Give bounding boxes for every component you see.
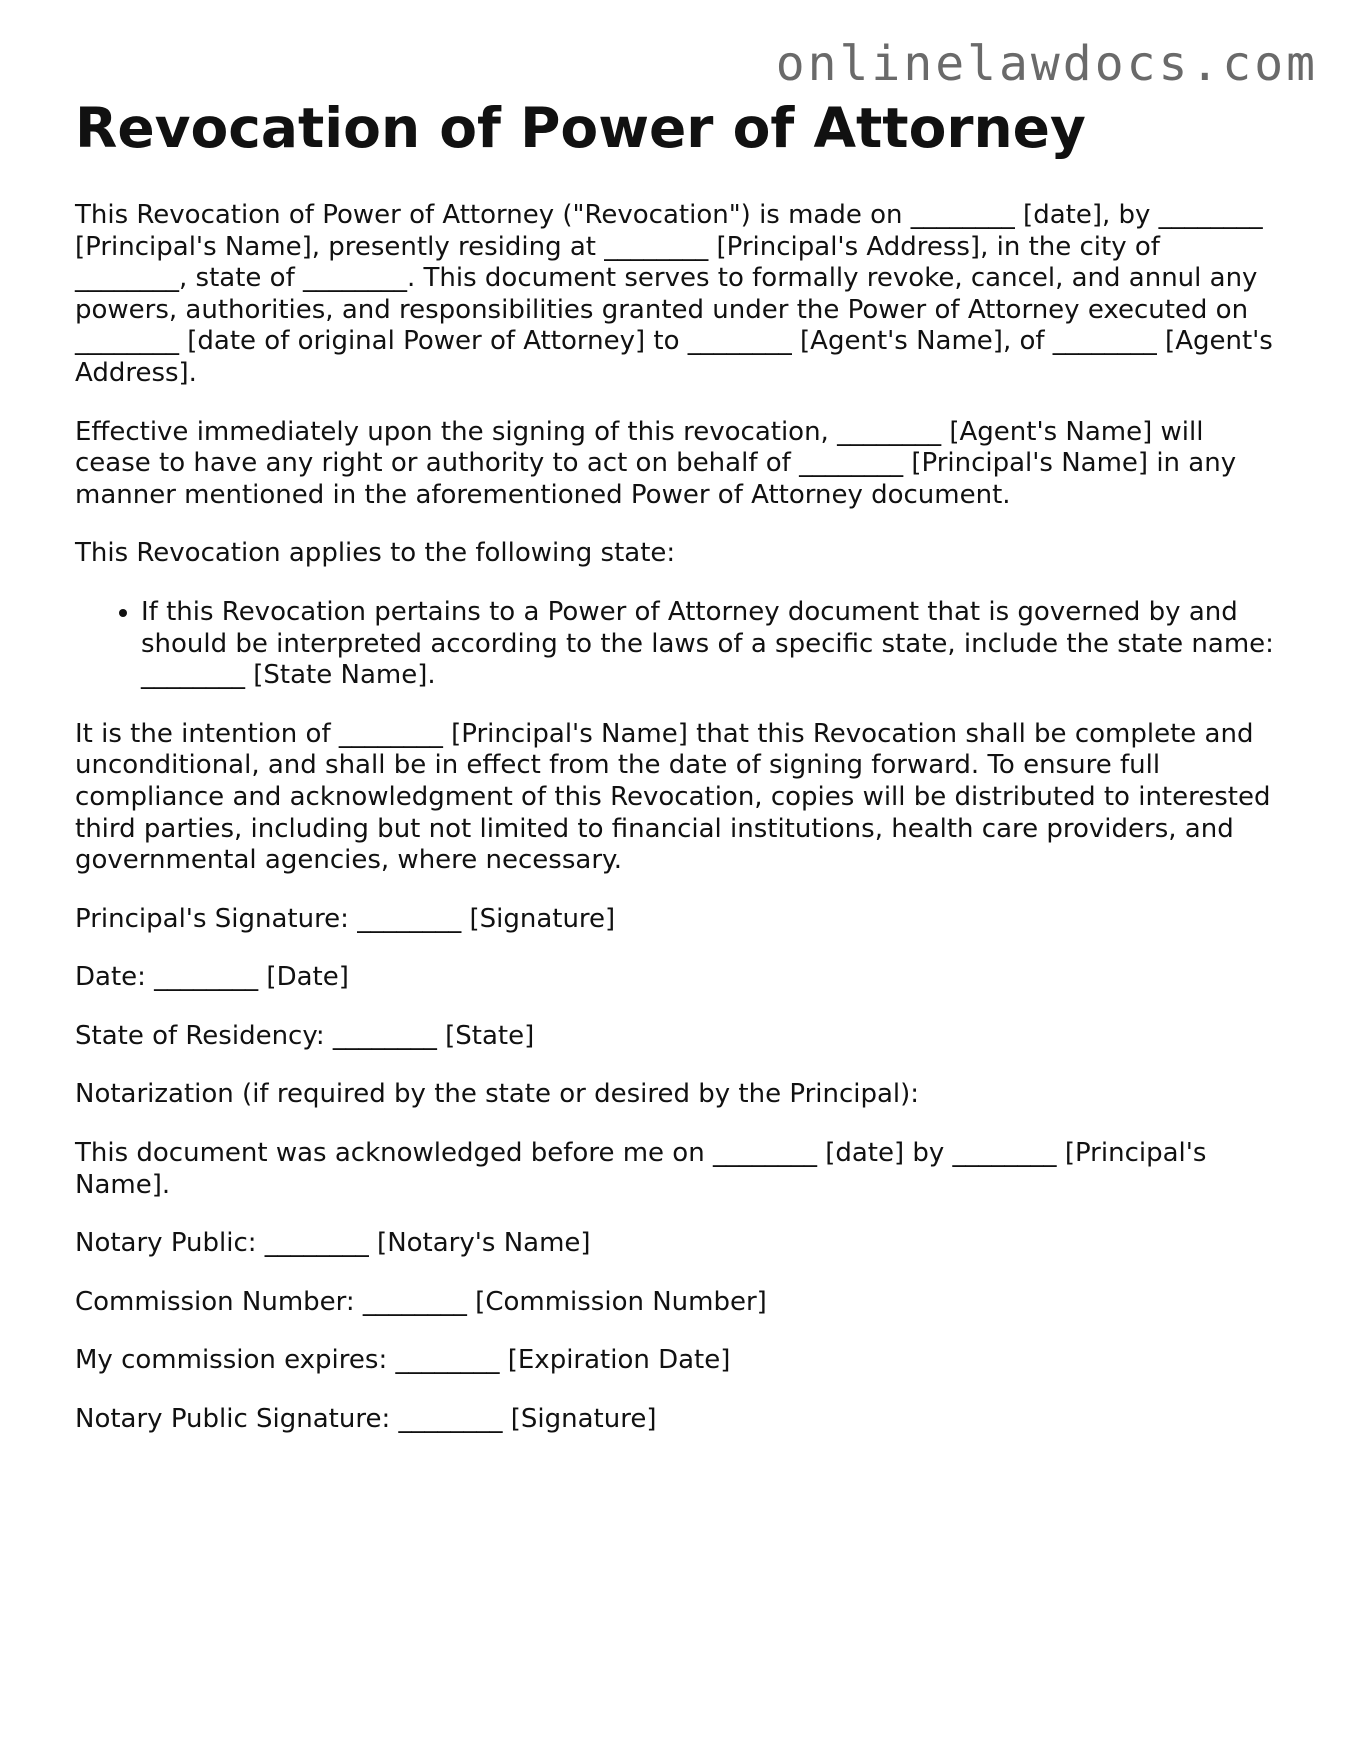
principal-signature-line: Principal's Signature: ________ [Signature] [75,903,616,934]
applies-paragraph: This Revocation applies to the following state: [75,538,676,569]
document-title: Revocation of Power of Attorney [75,96,1086,160]
commission-expires-line: My commission expires: ________ [Expiration Date] [75,1345,731,1376]
intro-paragraph: This Revocation of Power of Attorney ("Revocation") is made on ________ [date], by ________ [Principal's Name], presently residing at ________ [Principal's Address], in the city of ________, state of ________. This document serves to formally revoke, cancel, and annul any powers, authorities, and responsibilities granted under the Power of Attorney executed on ________ [date of original Power of Attorney] to ________ [Agent's Name], of ________ [Agent's Address]. [75,200,1273,388]
notary-signature-line: Notary Public Signature: ________ [Signature] [75,1404,657,1435]
intention-paragraph: It is the intention of ________ [Principal's Name] that this Revocation shall be complete and unconditional, and shall be in effect from the date of signing forward. To ensure full compliance and acknowledgment of this Revocation, copies will be distributed to interested third parties, including but not limited to financial institutions, health care providers, and governmental agencies, where necessary. [75,718,1271,876]
commission-number-line: Commission Number: ________ [Commission Number] [75,1286,767,1317]
state-list-item: • If this Revocation pertains to a Power of Attorney document that is governed by and should be interpreted according to the laws of a specific state, include the state name: ________ [State Name]. [141,597,1275,692]
state-list [75,597,1275,692]
notary-public-line: Notary Public: ________ [Notary's Name] [75,1228,591,1259]
acknowledged-paragraph: This document was acknowledged before me on ________ [date] by ________ [Principal's Name]. [75,1138,1207,1200]
effective-paragraph: Effective immediately upon the signing of this revocation, ________ [Agent's Name] will cease to have any right or authority to act on behalf of ________ [Principal's Name] in any manner mentioned in the aforementioned Power of Attorney document. [75,416,1237,510]
document-body [75,96,1275,1463]
date-line: Date: ________ [Date] [75,962,349,993]
notarization-heading: Notarization (if required by the state or desired by the Principal): [75,1079,920,1110]
state-of-residency-line: State of Residency: ________ [State] [75,1020,535,1051]
watermark: onlinelawdocs.com [775,36,1318,92]
